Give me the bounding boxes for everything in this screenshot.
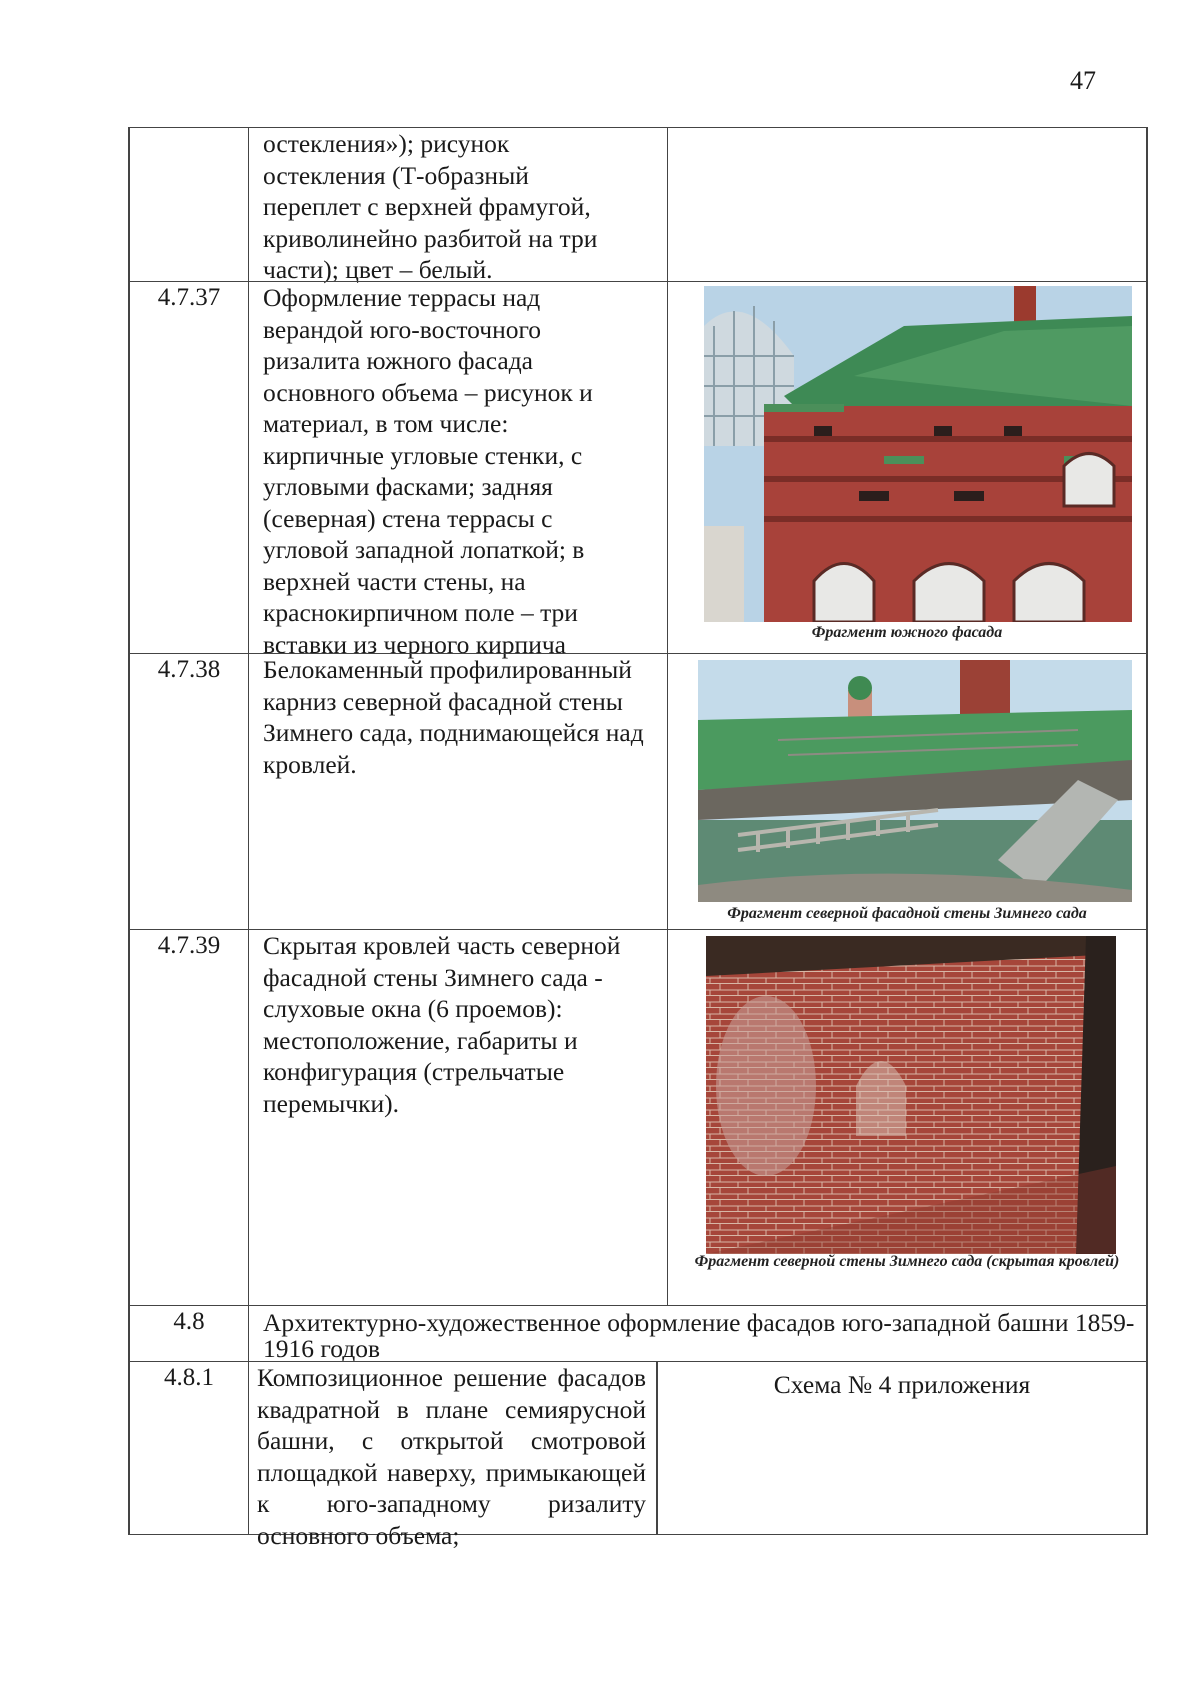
table-row: [128, 1361, 1148, 1550]
description-text: Скрытая кровлей часть северной фасадной стены Зимнего сада - слуховые окна (6 проемов): местоположение, габариты и конфигурация (стрельчатые перемычки).: [263, 931, 621, 1118]
number-cell: [128, 930, 249, 1306]
description-cell: [249, 654, 668, 930]
number-cell: [128, 654, 249, 930]
illustration-cell: [668, 282, 1148, 654]
number-cell: [128, 282, 249, 654]
description-text: Композиционное решение фасадов квадратной в плане семиярусной башни, с открытой смотровой площадкой наверху, примыкающей к юго-западному ризалиту основного объема;: [257, 1363, 646, 1550]
hidden-north-wall-photo: [706, 936, 1116, 1254]
number-cell: [128, 1362, 249, 1534]
illustration-cell: [668, 128, 1148, 282]
table-row: [128, 1305, 1148, 1362]
table-row: [128, 653, 1148, 930]
illustration-cell: [668, 654, 1148, 930]
description-text: остекления»); рисунок остекления (Т-образный переплет с верхней фрамугой, криволинейно разбитой на три части); цвет – белый.: [263, 129, 598, 284]
scheme-reference: Схема № 4 приложения: [773, 1370, 1031, 1399]
table-row: [128, 127, 1148, 282]
south-facade-photo: [704, 286, 1132, 622]
winter-garden-cornice-photo: [698, 660, 1132, 902]
item-number: 4.8.1: [164, 1364, 214, 1391]
illustration-cell: [657, 1362, 1148, 1534]
item-number: 4.7.39: [157, 932, 221, 959]
number-cell: [128, 128, 249, 282]
photo-caption: Фрагмент северной стены Зимнего сада (скрытая кровлей): [694, 1253, 1120, 1270]
description-cell: [249, 1362, 657, 1550]
illustration-cell: [668, 930, 1148, 1306]
item-number: 4.8: [173, 1308, 205, 1335]
photo-caption: Фрагмент южного фасада: [811, 624, 1003, 641]
page-number: 47: [1070, 66, 1096, 95]
item-number: 4.7.37: [157, 284, 221, 311]
table-row: [128, 281, 1148, 659]
description-cell: [249, 930, 668, 1306]
photo-caption: Фрагмент северной фасадной стены Зимнего сада: [727, 905, 1087, 922]
number-cell: [128, 1306, 249, 1362]
item-number: 4.7.38: [157, 656, 221, 683]
description-cell: [249, 128, 668, 282]
section-heading: Архитектурно-художественное оформление фасадов юго-западной башни 1859- 1916 годов: [249, 1306, 1148, 1362]
description-text: Оформление террасы над верандой юго-восточного ризалита южного фасада основного объема – рисунок и материал, в том числе: кирпичные угловые стенки, с угловыми фасками; задняя (северная) стена террасы с угловой западной лопаткой; в верхней части стены, на краснокирпичном поле – три вставки из черного кирпича: [263, 283, 593, 659]
description-text: Белокаменный профилированный карниз северной фасадной стены Зимнего сада, поднимающейся над кровлей.: [263, 655, 644, 779]
table-row: [128, 929, 1148, 1306]
description-cell: [249, 282, 668, 659]
